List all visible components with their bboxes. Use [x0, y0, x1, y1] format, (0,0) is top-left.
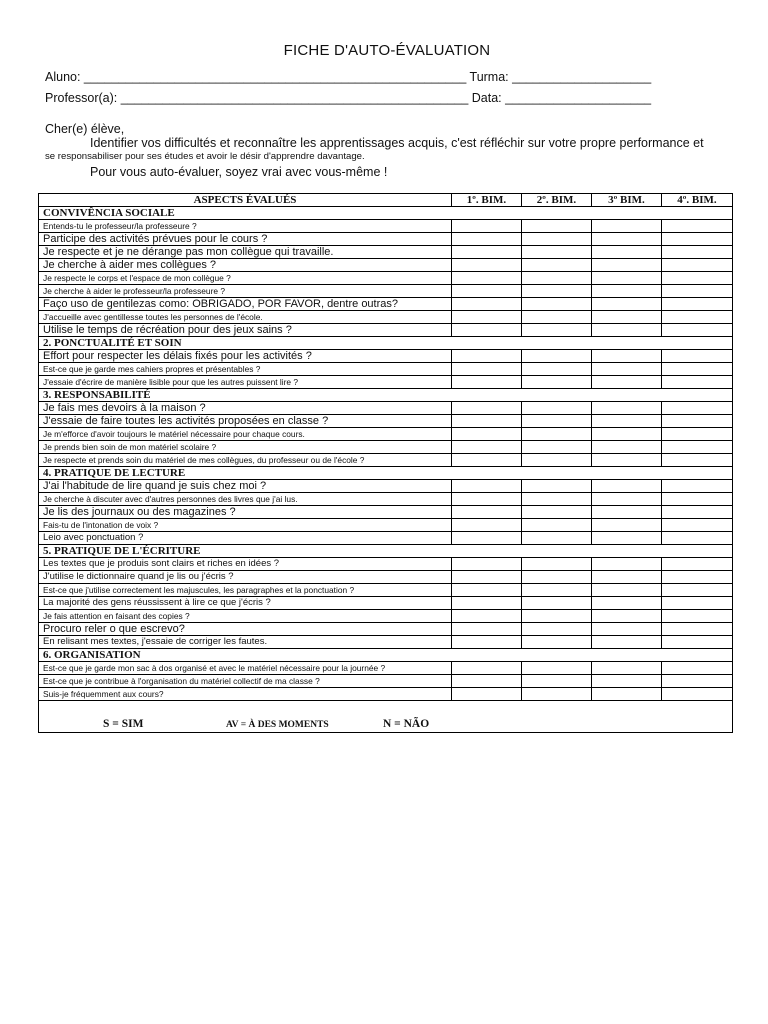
question-cell: Est-ce que je garde mes cahiers propres et présentables ?: [39, 363, 452, 376]
table-row: [39, 493, 733, 506]
answer-cell-bim-3[interactable]: [592, 298, 662, 311]
question-cell: Je cherche à discuter avec d'autres personnes des livres que j'ai lus.: [39, 493, 452, 506]
answer-cell-bim-4[interactable]: [662, 311, 733, 324]
answer-cell-bim-3[interactable]: [592, 558, 662, 571]
question-cell: Est-ce que je garde mon sac à dos organisé et avec le matériel nécessaire pour la journée ?: [39, 662, 452, 675]
answer-cell-bim-3[interactable]: [592, 623, 662, 636]
question-cell: Entends-tu le professeur/la professeure ?: [39, 220, 452, 233]
answer-cell-bim-1[interactable]: [452, 480, 522, 493]
answer-cell-bim-1[interactable]: [452, 285, 522, 298]
answer-cell-bim-3[interactable]: [592, 636, 662, 649]
answer-cell-bim-1[interactable]: [452, 558, 522, 571]
answer-cell-bim-3[interactable]: [592, 272, 662, 285]
evaluation-table: [38, 193, 733, 733]
answer-cell-bim-1[interactable]: [452, 233, 522, 246]
answer-cell-bim-2[interactable]: [522, 220, 592, 233]
answer-cell-bim-1[interactable]: [452, 454, 522, 467]
answer-cell-bim-2[interactable]: [522, 428, 592, 441]
answer-cell-bim-1[interactable]: [452, 324, 522, 337]
teacher-date-line: Professor(a): __________________________________________________ Data: _____________________: [45, 91, 652, 105]
intro-paragraph-line-2: se responsabiliser pour ses études et avoir le désir d'apprendre davantage.: [45, 151, 365, 162]
answer-cell-bim-3[interactable]: [592, 519, 662, 532]
answer-cell-bim-4[interactable]: [662, 571, 733, 584]
answer-cell-bim-3[interactable]: [592, 454, 662, 467]
answer-cell-bim-2[interactable]: [522, 454, 592, 467]
table-row: [39, 324, 733, 337]
answer-cell-bim-4[interactable]: [662, 688, 733, 701]
table-row: [39, 584, 733, 597]
question-cell: Je respecte le corps et l'espace de mon collègue ?: [39, 272, 452, 285]
answer-cell-bim-1[interactable]: [452, 272, 522, 285]
table-row: [39, 454, 733, 467]
question-cell: Je fais attention en faisant des copies ?: [39, 610, 452, 623]
answer-cell-bim-4[interactable]: [662, 324, 733, 337]
answer-cell-bim-1[interactable]: [452, 584, 522, 597]
question-cell: Je lis des journaux ou des magazines ?: [39, 506, 452, 519]
answer-cell-bim-1[interactable]: [452, 402, 522, 415]
answer-cell-bim-4[interactable]: [662, 246, 733, 259]
section-title: 4. PRATIQUE DE LECTURE: [39, 467, 733, 480]
question-cell: J'ai l'habitude de lire quand je suis chez moi ?: [39, 480, 452, 493]
answer-cell-bim-2[interactable]: [522, 233, 592, 246]
question-cell: Je m'efforce d'avoir toujours le matériel nécessaire pour chaque cours.: [39, 428, 452, 441]
legend-nao: N = NÃO: [383, 717, 430, 730]
answer-cell-bim-1[interactable]: [452, 688, 522, 701]
section-title: 6. ORGANISATION: [39, 649, 733, 662]
table-row: [39, 259, 733, 272]
table-row: [39, 376, 733, 389]
answer-cell-bim-4[interactable]: [662, 662, 733, 675]
section-title: CONVIVÊNCIA SOCIALE: [39, 207, 733, 220]
question-cell: Est-ce que je contribue à l'organisation du matériel collectif de ma classe ?: [39, 675, 452, 688]
answer-cell-bim-2[interactable]: [522, 402, 592, 415]
answer-cell-bim-4[interactable]: [662, 454, 733, 467]
legend-av: AV = À DES MOMENTS: [226, 719, 329, 730]
table-row: [39, 480, 733, 493]
answer-cell-bim-3[interactable]: [592, 363, 662, 376]
answer-cell-bim-2[interactable]: [522, 675, 592, 688]
answer-cell-bim-3[interactable]: [592, 285, 662, 298]
question-cell: Est-ce que j'utilise correctement les majuscules, les paragraphes et la ponctuation ?: [39, 584, 452, 597]
page-title: FICHE D'AUTO-ÉVALUATION: [283, 42, 491, 59]
answer-cell-bim-1[interactable]: [452, 220, 522, 233]
answer-cell-bim-1[interactable]: [452, 662, 522, 675]
question-cell: J'essaie de faire toutes les activités proposées en classe ?: [39, 415, 452, 428]
question-cell: J'essaie d'écrire de manière lisible pour que les autres puissent lire ?: [39, 376, 452, 389]
header-aspects: ASPECTS ÉVALUÉS: [39, 194, 452, 207]
answer-cell-bim-3[interactable]: [592, 324, 662, 337]
answer-cell-bim-4[interactable]: [662, 636, 733, 649]
answer-cell-bim-4[interactable]: [662, 428, 733, 441]
table-row: [39, 558, 733, 571]
answer-cell-bim-2[interactable]: [522, 259, 592, 272]
table-row: [39, 571, 733, 584]
answer-cell-bim-3[interactable]: [592, 688, 662, 701]
answer-cell-bim-2[interactable]: [522, 597, 592, 610]
answer-cell-bim-1[interactable]: [452, 675, 522, 688]
answer-cell-bim-2[interactable]: [522, 519, 592, 532]
answer-cell-bim-3[interactable]: [592, 532, 662, 545]
question-cell: Suis-je fréquemment aux cours?: [39, 688, 452, 701]
answer-cell-bim-2[interactable]: [522, 571, 592, 584]
answer-cell-bim-2[interactable]: [522, 285, 592, 298]
table-row: [39, 415, 733, 428]
table-row: [39, 675, 733, 688]
question-cell: Je respecte et prends soin du matériel de mes collègues, du professeur ou de l'école ?: [39, 454, 452, 467]
answer-cell-bim-1[interactable]: [452, 623, 522, 636]
answer-cell-bim-4[interactable]: [662, 480, 733, 493]
table-body: [39, 207, 733, 701]
answer-cell-bim-1[interactable]: [452, 532, 522, 545]
answer-cell-bim-4[interactable]: [662, 272, 733, 285]
answer-cell-bim-4[interactable]: [662, 610, 733, 623]
answer-cell-bim-2[interactable]: [522, 636, 592, 649]
table-row: [39, 272, 733, 285]
answer-cell-bim-3[interactable]: [592, 610, 662, 623]
answer-cell-bim-4[interactable]: [662, 584, 733, 597]
answer-cell-bim-2[interactable]: [522, 688, 592, 701]
legend-sim: S = SIM: [103, 717, 144, 730]
header-bim-4: 4º. BIM.: [662, 194, 733, 207]
answer-cell-bim-1[interactable]: [452, 363, 522, 376]
answer-cell-bim-3[interactable]: [592, 428, 662, 441]
answer-cell-bim-4[interactable]: [662, 350, 733, 363]
question-cell: Les textes que je produis sont clairs et riches en idées ?: [39, 558, 452, 571]
question-cell: J'utilise le dictionnaire quand je lis ou j'écris ?: [39, 571, 452, 584]
question-cell: Je cherche à aider mes collègues ?: [39, 259, 452, 272]
question-cell: Effort pour respecter les délais fixés pour les activités ?: [39, 350, 452, 363]
answer-cell-bim-3[interactable]: [592, 506, 662, 519]
answer-cell-bim-2[interactable]: [522, 584, 592, 597]
answer-cell-bim-1[interactable]: [452, 597, 522, 610]
legend-cell: [39, 701, 733, 733]
answer-cell-bim-1[interactable]: [452, 311, 522, 324]
intro-paragraph-line-1: Identifier vos difficultés et reconnaître les apprentissages acquis, c'est réfléchir sur votre propre performance et: [90, 136, 704, 150]
table-row: [39, 402, 733, 415]
answer-cell-bim-1[interactable]: [452, 636, 522, 649]
question-cell: Je fais mes devoirs à la maison ?: [39, 402, 452, 415]
answer-cell-bim-2[interactable]: [522, 480, 592, 493]
section-row: [39, 467, 733, 480]
answer-cell-bim-2[interactable]: [522, 350, 592, 363]
answer-cell-bim-4[interactable]: [662, 415, 733, 428]
answer-cell-bim-2[interactable]: [522, 363, 592, 376]
answer-cell-bim-1[interactable]: [452, 246, 522, 259]
answer-cell-bim-4[interactable]: [662, 259, 733, 272]
answer-cell-bim-3[interactable]: [592, 402, 662, 415]
table-row: [39, 532, 733, 545]
answer-cell-bim-4[interactable]: [662, 532, 733, 545]
answer-cell-bim-2[interactable]: [522, 415, 592, 428]
answer-cell-bim-3[interactable]: [592, 311, 662, 324]
answer-cell-bim-3[interactable]: [592, 233, 662, 246]
table-row: [39, 610, 733, 623]
table-row: [39, 363, 733, 376]
answer-cell-bim-1[interactable]: [452, 376, 522, 389]
legend: [43, 716, 732, 730]
answer-cell-bim-2[interactable]: [522, 324, 592, 337]
answer-cell-bim-1[interactable]: [452, 350, 522, 363]
answer-cell-bim-4[interactable]: [662, 506, 733, 519]
answer-cell-bim-3[interactable]: [592, 597, 662, 610]
table-row: [39, 246, 733, 259]
table-row: [39, 597, 733, 610]
answer-cell-bim-2[interactable]: [522, 623, 592, 636]
answer-cell-bim-4[interactable]: [662, 285, 733, 298]
table-row: [39, 662, 733, 675]
table-row: [39, 298, 733, 311]
section-row: [39, 207, 733, 220]
table-header-row: [39, 194, 733, 207]
intro-paragraph-2: Pour vous auto-évaluer, soyez vrai avec vous-même !: [90, 165, 388, 179]
legend-row: [39, 701, 733, 733]
answer-cell-bim-2[interactable]: [522, 272, 592, 285]
answer-cell-bim-3[interactable]: [592, 220, 662, 233]
answer-cell-bim-2[interactable]: [522, 532, 592, 545]
table-row: [39, 233, 733, 246]
section-title: 5. PRATIQUE DE L'ÉCRITURE: [39, 545, 733, 558]
question-cell: En relisant mes textes, j'essaie de corriger les fautes.: [39, 636, 452, 649]
question-cell: Procuro reler o que escrevo?: [39, 623, 452, 636]
greeting: Cher(e) élève,: [45, 122, 125, 136]
answer-cell-bim-2[interactable]: [522, 246, 592, 259]
question-cell: Faço uso de gentilezas como: OBRIGADO, POR FAVOR, dentre outras?: [39, 298, 452, 311]
answer-cell-bim-4[interactable]: [662, 220, 733, 233]
section-title: 3. RESPONSABILITÉ: [39, 389, 733, 402]
header-bim-2: 2º. BIM.: [522, 194, 592, 207]
answer-cell-bim-2[interactable]: [522, 610, 592, 623]
answer-cell-bim-1[interactable]: [452, 506, 522, 519]
answer-cell-bim-1[interactable]: [452, 415, 522, 428]
answer-cell-bim-3[interactable]: [592, 675, 662, 688]
header-bim-1: 1º. BIM.: [452, 194, 522, 207]
table-row: [39, 506, 733, 519]
table-row: [39, 220, 733, 233]
table-row: [39, 688, 733, 701]
table-row: [39, 623, 733, 636]
question-cell: La majorité des gens réussissent à lire ce que j'écris ?: [39, 597, 452, 610]
answer-cell-bim-4[interactable]: [662, 233, 733, 246]
answer-cell-bim-4[interactable]: [662, 493, 733, 506]
question-cell: Je cherche à aider le professeur/la professeure ?: [39, 285, 452, 298]
answer-cell-bim-4[interactable]: [662, 675, 733, 688]
section-row: [39, 337, 733, 350]
table-row: [39, 311, 733, 324]
answer-cell-bim-4[interactable]: [662, 519, 733, 532]
answer-cell-bim-3[interactable]: [592, 350, 662, 363]
table-row: [39, 428, 733, 441]
answer-cell-bim-4[interactable]: [662, 363, 733, 376]
answer-cell-bim-3[interactable]: [592, 259, 662, 272]
answer-cell-bim-2[interactable]: [522, 493, 592, 506]
section-row: [39, 389, 733, 402]
answer-cell-bim-3[interactable]: [592, 571, 662, 584]
answer-cell-bim-1[interactable]: [452, 259, 522, 272]
answer-cell-bim-2[interactable]: [522, 558, 592, 571]
answer-cell-bim-3[interactable]: [592, 584, 662, 597]
answer-cell-bim-1[interactable]: [452, 441, 522, 454]
answer-cell-bim-4[interactable]: [662, 402, 733, 415]
answer-cell-bim-3[interactable]: [592, 480, 662, 493]
question-cell: Fais-tu de l'intonation de voix ?: [39, 519, 452, 532]
answer-cell-bim-1[interactable]: [452, 610, 522, 623]
answer-cell-bim-3[interactable]: [592, 415, 662, 428]
answer-cell-bim-4[interactable]: [662, 441, 733, 454]
answer-cell-bim-1[interactable]: [452, 298, 522, 311]
question-cell: Je respecte et je ne dérange pas mon collègue qui travaille.: [39, 246, 452, 259]
answer-cell-bim-2[interactable]: [522, 376, 592, 389]
answer-cell-bim-3[interactable]: [592, 246, 662, 259]
section-row: [39, 545, 733, 558]
section-row: [39, 649, 733, 662]
answer-cell-bim-3[interactable]: [592, 493, 662, 506]
answer-cell-bim-1[interactable]: [452, 571, 522, 584]
answer-cell-bim-2[interactable]: [522, 298, 592, 311]
answer-cell-bim-2[interactable]: [522, 662, 592, 675]
answer-cell-bim-2[interactable]: [522, 441, 592, 454]
table-row: [39, 350, 733, 363]
answer-cell-bim-2[interactable]: [522, 311, 592, 324]
student-class-line: Aluno: _______________________________________________________ Turma: ____________________: [45, 70, 652, 84]
section-title: 2. PONCTUALITÉ ET SOIN: [39, 337, 733, 350]
question-cell: J'accueille avec gentillesse toutes les personnes de l'école.: [39, 311, 452, 324]
answer-cell-bim-4[interactable]: [662, 623, 733, 636]
question-cell: Leio avec ponctuation ?: [39, 532, 452, 545]
answer-cell-bim-1[interactable]: [452, 519, 522, 532]
answer-cell-bim-4[interactable]: [662, 298, 733, 311]
answer-cell-bim-4[interactable]: [662, 558, 733, 571]
answer-cell-bim-4[interactable]: [662, 376, 733, 389]
answer-cell-bim-3[interactable]: [592, 662, 662, 675]
table-row: [39, 441, 733, 454]
question-cell: Utilise le temps de récréation pour des jeux sains ?: [39, 324, 452, 337]
answer-cell-bim-3[interactable]: [592, 441, 662, 454]
answer-cell-bim-1[interactable]: [452, 493, 522, 506]
table-row: [39, 285, 733, 298]
header-bim-3: 3º BIM.: [592, 194, 662, 207]
table-row: [39, 519, 733, 532]
answer-cell-bim-3[interactable]: [592, 376, 662, 389]
question-cell: Participe des activités prévues pour le cours ?: [39, 233, 452, 246]
table-row: [39, 636, 733, 649]
question-cell: Je prends bien soin de mon matériel scolaire ?: [39, 441, 452, 454]
answer-cell-bim-4[interactable]: [662, 597, 733, 610]
answer-cell-bim-2[interactable]: [522, 506, 592, 519]
answer-cell-bim-1[interactable]: [452, 428, 522, 441]
